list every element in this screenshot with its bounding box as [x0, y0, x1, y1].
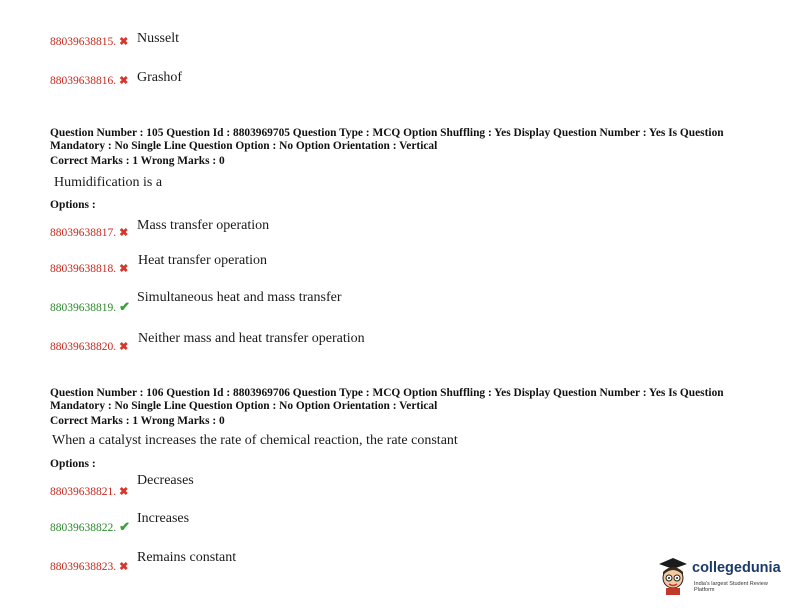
wrong-icon: ✖: [119, 561, 129, 573]
option-row: [50, 71, 128, 89]
option-row: [50, 298, 130, 316]
wrong-icon: ✖: [119, 263, 129, 275]
wrong-icon: ✖: [119, 486, 129, 498]
question-marks: Correct Marks : 1 Wrong Marks : 0: [50, 415, 225, 427]
option-row: [50, 32, 128, 50]
wrong-icon: ✖: [119, 227, 129, 239]
option-text: Increases: [137, 511, 190, 526]
question-meta-line: Mandatory : No Single Line Question Option : No Option Orientation : Vertical: [50, 140, 438, 152]
option-row: [50, 482, 128, 500]
option-row: [50, 223, 128, 241]
question-text: Humidification is a: [54, 175, 163, 190]
collegedunia-logo: [656, 556, 786, 596]
option-row: [50, 337, 128, 355]
logo-tagline: India's largest Student Review Platform: [694, 581, 768, 593]
option-id: 88039638817.: [50, 227, 117, 239]
mascot-icon: [656, 556, 690, 596]
option-text: Neither mass and heat transfer operation: [138, 331, 365, 346]
question-meta-line: Question Number : 106 Question Id : 8803969706 Question Type : MCQ Option Shuffling : Yes Display Question Number : Yes Is Question: [50, 387, 724, 399]
option-text: Nusselt: [137, 31, 179, 46]
question-meta-line: Mandatory : No Single Line Question Option : No Option Orientation : Vertical: [50, 400, 438, 412]
option-id: 88039638822.: [50, 522, 117, 534]
option-id: 88039638820.: [50, 341, 117, 353]
options-label: Options :: [50, 199, 96, 211]
option-id: 88039638818.: [50, 263, 117, 275]
checkmark-icon: ✔: [119, 519, 131, 534]
option-row: [50, 518, 130, 536]
options-label: Options :: [50, 458, 96, 470]
wrong-icon: ✖: [119, 36, 129, 48]
option-row: [50, 557, 128, 575]
logo-name: collegedunia: [692, 560, 781, 576]
option-text: Mass transfer operation: [137, 218, 270, 233]
option-id: 88039638823.: [50, 561, 117, 573]
option-text: Grashof: [137, 70, 183, 85]
question-meta-line: Question Number : 105 Question Id : 8803969705 Question Type : MCQ Option Shuffling : Yes Display Question Number : Yes Is Question: [50, 127, 724, 139]
wrong-icon: ✖: [119, 341, 129, 353]
option-text: Heat transfer operation: [138, 253, 268, 268]
option-id: 88039638816.: [50, 75, 117, 87]
option-id: 88039638819.: [50, 302, 117, 314]
option-id: 88039638815.: [50, 36, 117, 48]
option-id: 88039638821.: [50, 486, 117, 498]
wrong-icon: ✖: [119, 75, 129, 87]
question-marks: Correct Marks : 1 Wrong Marks : 0: [50, 155, 225, 167]
checkmark-icon: ✔: [119, 299, 131, 314]
option-row: [50, 259, 128, 277]
option-text: Simultaneous heat and mass transfer: [137, 290, 342, 305]
question-text: When a catalyst increases the rate of chemical reaction, the rate constant: [52, 433, 458, 448]
option-text: Remains constant: [137, 550, 237, 565]
option-text: Decreases: [137, 473, 194, 488]
